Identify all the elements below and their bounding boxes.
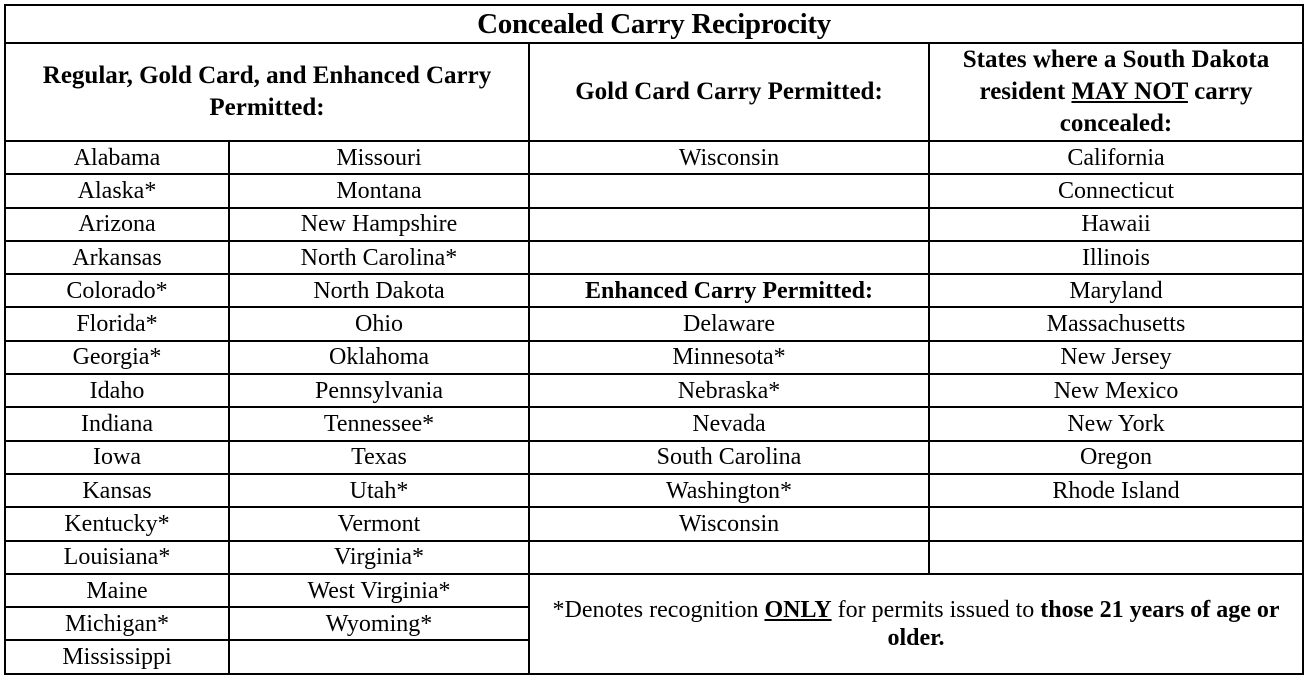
header-regular-gold-enhanced: Regular, Gold Card, and Enhanced Carry Permitted: [5,43,529,141]
state-cell: Mississippi [5,640,229,673]
may-not-cell: Maryland [929,274,1303,307]
state-cell: Kansas [5,474,229,507]
state-cell: Louisiana* [5,541,229,574]
state-cell: Iowa [5,441,229,474]
state-cell: North Carolina* [229,241,529,274]
enhanced-cell: South Carolina [529,441,929,474]
enhanced-cell: Wisconsin [529,507,929,540]
may-not-cell: Rhode Island [929,474,1303,507]
may-not-cell: Illinois [929,241,1303,274]
enhanced-cell: Minnesota* [529,341,929,374]
table-row [5,574,1303,607]
may-not-cell: Oregon [929,441,1303,474]
empty-cell [529,241,929,274]
may-not-cell: New Jersey [929,341,1303,374]
state-cell: Idaho [5,374,229,407]
may-not-cell: Connecticut [929,174,1303,207]
state-cell: Missouri [229,141,529,174]
may-not-cell: New Mexico [929,374,1303,407]
may-not-cell: New York [929,407,1303,440]
state-cell: Oklahoma [229,341,529,374]
only-emphasis: ONLY [764,596,832,623]
table-title: Concealed Carry Reciprocity [5,5,1303,43]
empty-cell [529,174,929,207]
may-not-cell: Massachusetts [929,307,1303,340]
state-cell: Arkansas [5,241,229,274]
table-row [5,541,1303,574]
state-cell: Pennsylvania [229,374,529,407]
gold-card-cell: Wisconsin [529,141,929,174]
state-cell: Florida* [5,307,229,340]
enhanced-cell: Delaware [529,307,929,340]
empty-cell [529,208,929,241]
state-cell: Indiana [5,407,229,440]
table-row [5,274,1303,307]
empty-cell [929,541,1303,574]
may-not-cell: California [929,141,1303,174]
table-row [5,441,1303,474]
state-cell: Tennessee* [229,407,529,440]
state-cell: Georgia* [5,341,229,374]
may-not-emphasis: MAY NOT [1071,78,1188,105]
state-cell: Maine [5,574,229,607]
table-row [5,507,1303,540]
state-cell: Wyoming* [229,607,529,640]
state-cell: West Virginia* [229,574,529,607]
footnote: *Denotes recognition ONLY for permits issued to those 21 years of age or older. [529,574,1303,674]
empty-cell [529,541,929,574]
empty-cell [929,507,1303,540]
state-cell: Utah* [229,474,529,507]
state-cell: Virginia* [229,541,529,574]
state-cell: Alaska* [5,174,229,207]
table-row [5,374,1303,407]
table-row [5,407,1303,440]
state-cell: Montana [229,174,529,207]
state-cell: Vermont [229,507,529,540]
reciprocity-table [4,4,1304,675]
header-may-not-carry: States where a South Dakota resident MAY NOT carry concealed: [929,43,1303,141]
state-cell: Ohio [229,307,529,340]
table-row [5,208,1303,241]
table-row [5,307,1303,340]
state-cell: Colorado* [5,274,229,307]
enhanced-cell: Nevada [529,407,929,440]
table-row [5,141,1303,174]
empty-cell [229,640,529,673]
may-not-cell: Hawaii [929,208,1303,241]
enhanced-cell: Washington* [529,474,929,507]
state-cell: Alabama [5,141,229,174]
state-cell: North Dakota [229,274,529,307]
state-cell: Texas [229,441,529,474]
state-cell: Michigan* [5,607,229,640]
enhanced-carry-header: Enhanced Carry Permitted: [529,274,929,307]
state-cell: Kentucky* [5,507,229,540]
enhanced-cell: Nebraska* [529,374,929,407]
table-row [5,474,1303,507]
header-gold-card: Gold Card Carry Permitted: [529,43,929,141]
table-row [5,174,1303,207]
state-cell: New Hampshire [229,208,529,241]
state-cell: Arizona [5,208,229,241]
table-row [5,241,1303,274]
table-row [5,341,1303,374]
